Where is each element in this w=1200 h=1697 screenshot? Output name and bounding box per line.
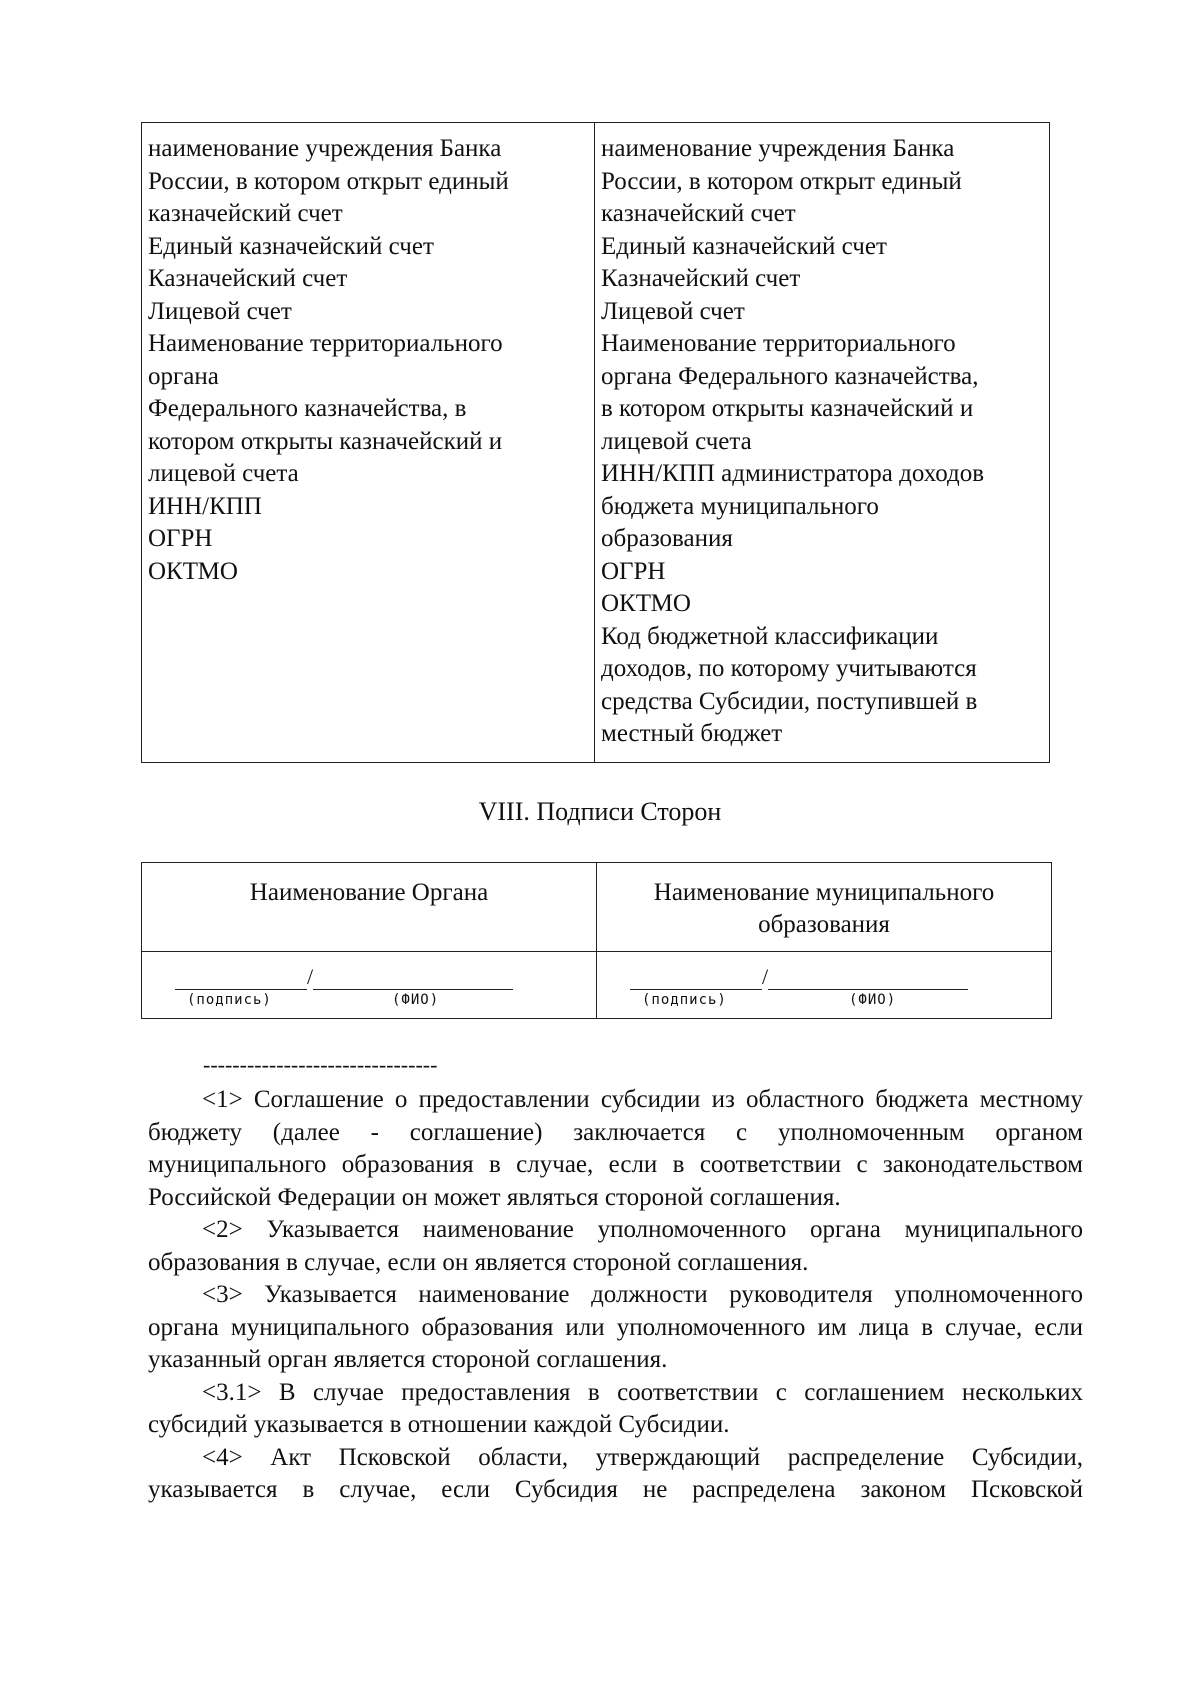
requisites-left-line: органа: [148, 362, 219, 390]
requisites-right-line: органа Федерального казначейства,: [601, 362, 979, 390]
signatures-body-row: [142, 952, 1051, 1018]
requisites-right-line: Единый казначейский счет: [601, 232, 887, 260]
requisites-right-line: образования: [601, 525, 733, 552]
signature-underline: [175, 969, 307, 990]
requisites-left-line: России, в котором открыт единый: [148, 167, 509, 195]
requisites-right-line: Лицевой счет: [601, 297, 745, 325]
slash: /: [762, 964, 769, 989]
name-caption: (ФИО): [849, 992, 897, 1008]
signature-underline: [630, 969, 762, 990]
left-signature-cell: [142, 952, 597, 1018]
requisites-right-line: ОГРН: [601, 557, 666, 585]
name-underline: [768, 969, 968, 990]
requisites-left-column: [142, 123, 595, 762]
section-title: VIII. Подписи Сторон: [478, 797, 722, 826]
footnote-3: <3> Указывается наименование должности руководителя уполномоченного органа муниципального образования или уполномоченного им лица в случае, если указанный орган является стороной соглашения.: [148, 1281, 1083, 1373]
right-party-header-line: образования: [758, 911, 890, 938]
requisites-left-line: лицевой счета: [148, 460, 299, 487]
requisites-right-line: бюджета муниципального: [601, 492, 879, 520]
requisites-right-line: Казначейский счет: [601, 265, 801, 292]
requisites-left-line: ОГРН: [148, 525, 213, 552]
right-signature-line: [630, 964, 968, 990]
requisites-left-line: Казначейский счет: [148, 265, 348, 292]
slash: /: [307, 964, 314, 989]
requisites-right-line: казначейский счет: [601, 200, 796, 227]
requisites-left-line: Федерального казначейства, в: [148, 395, 467, 422]
left-signature-line: [175, 964, 513, 990]
sign-caption: (подпись): [642, 992, 727, 1008]
requisites-left-line: Наименование территориального: [148, 330, 503, 357]
requisites-left-line: Единый казначейский счет: [148, 232, 434, 260]
requisites-right-line: ИНН/КПП администратора доходов: [601, 460, 985, 487]
requisites-right-line: доходов, по которому учитываются: [601, 655, 977, 682]
requisites-table: [141, 122, 1050, 763]
name-caption: (ФИО): [392, 992, 440, 1008]
sign-caption: (подпись): [187, 992, 272, 1008]
requisites-left-line: котором открыты казначейский и: [148, 427, 503, 455]
footnotes: [148, 1084, 1083, 1507]
signatures-table: [141, 862, 1052, 1019]
requisites-right-line: местный бюджет: [601, 720, 783, 747]
requisites-right-line: в котором открыты казначейский и: [601, 395, 974, 422]
name-underline: [313, 969, 513, 990]
requisites-right-line: ОКТМО: [601, 590, 691, 617]
footnote-separator: --------------------------------: [203, 1052, 438, 1077]
right-party-header: [597, 863, 1051, 951]
footnote-1: <1> Соглашение о предоставлении субсидии из областного бюджета местному бюджету (далее - соглашение) заключается с уполномоченным органом муниципального образования в случае, если в соответствии с законодательством Российской Федерации он может являться стороной соглашения.: [148, 1086, 1083, 1211]
left-party-header: Наименование Органа: [142, 863, 597, 951]
footnote-3-1: <3.1> В случае предоставления в соответствии с соглашением нескольких субсидий указывается в отношении каждой Субсидии.: [148, 1378, 1083, 1438]
right-signature-cell: [597, 952, 1051, 1018]
footnote-2: <2> Указывается наименование уполномоченного органа муниципального образования в случае, если он является стороной соглашения.: [148, 1216, 1083, 1276]
requisites-right-line: наименование учреждения Банка: [601, 135, 955, 162]
signatures-header-row: [142, 863, 1051, 952]
requisites-left-line: Лицевой счет: [148, 297, 292, 325]
requisites-right-line: России, в котором открыт единый: [601, 167, 962, 195]
requisites-right-line: средства Субсидии, поступившей в: [601, 687, 978, 715]
requisites-right-line: Код бюджетной классификации: [601, 622, 939, 650]
requisites-left-line: наименование учреждения Банка: [148, 135, 502, 162]
right-party-header-line: Наименование муниципального: [653, 879, 995, 906]
requisites-left-line: ИНН/КПП: [148, 492, 262, 520]
requisites-right-line: лицевой счета: [601, 427, 752, 455]
requisites-left-line: казначейский счет: [148, 200, 343, 227]
requisites-right-line: Наименование территориального: [601, 330, 956, 357]
requisites-right-column: [595, 123, 1049, 762]
requisites-left-line: ОКТМО: [148, 557, 238, 585]
footnote-4: <4> Акт Псковской области, утверждающий распределение Субсидии, указывается в случае, если Субсидия не распределена законом Псковской: [148, 1443, 1083, 1503]
